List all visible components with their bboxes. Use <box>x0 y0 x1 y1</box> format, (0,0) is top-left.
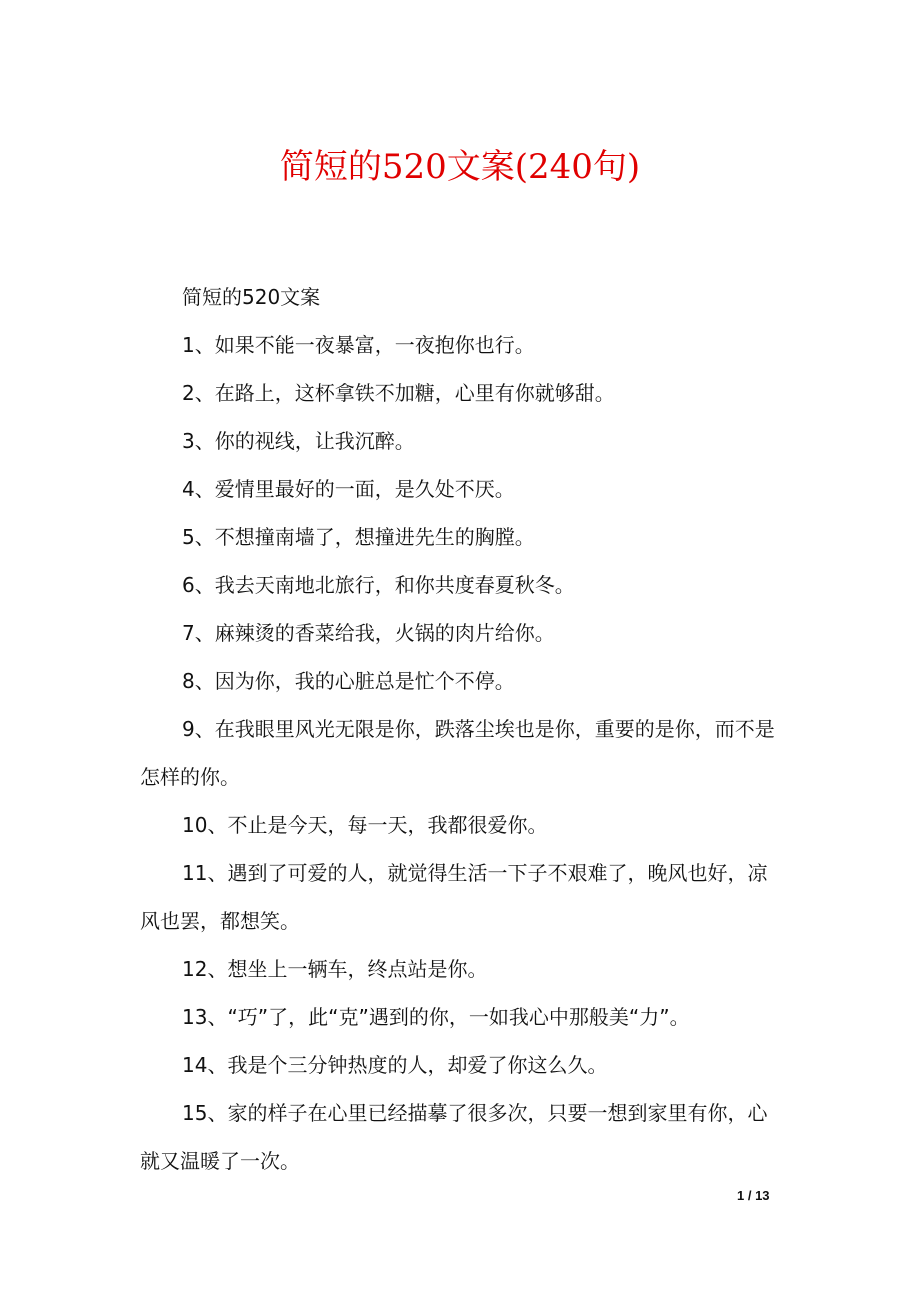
paragraph-item-13: 13、“巧”了，此“克”遇到的你，一如我心中那般美“力”。 <box>182 1005 690 1029</box>
paragraph-item-2: 2、在路上，这杯拿铁不加糖，心里有你就够甜。 <box>182 381 615 405</box>
paragraph-item-9: 9、在我眼里风光无限是你，跌落尘埃也是你，重要的是你，而不是怎样的你。 <box>140 717 775 789</box>
paragraph-item-14: 14、我是个三分钟热度的人，却爱了你这么久。 <box>182 1053 608 1077</box>
paragraph-item-11: 11、遇到了可爱的人，就觉得生活一下子不艰难了，晚风也好，凉风也罢，都想笑。 <box>140 861 768 933</box>
paragraph-item-6: 6、我去天南地北旅行，和你共度春夏秋冬。 <box>182 573 575 597</box>
document-title: 简短的520文案(240句) <box>279 147 641 187</box>
paragraph-item-7: 7、麻辣烫的香菜给我，火锅的肉片给你。 <box>182 621 555 645</box>
paragraph-item-15: 15、家的样子在心里已经描摹了很多次，只要一想到家里有你，心就又温暖了一次。 <box>140 1101 768 1173</box>
page-number: 1 / 13 <box>737 1188 770 1203</box>
paragraph-item-4: 4、爱情里最好的一面，是久处不厌。 <box>182 477 515 501</box>
paragraph-subtitle: 简短的520文案 <box>182 285 321 309</box>
paragraph-item-8: 8、因为你，我的心脏总是忙个不停。 <box>182 669 515 693</box>
paragraph-item-3: 3、你的视线，让我沉醉。 <box>182 429 415 453</box>
paragraph-item-1: 1、如果不能一夜暴富，一夜抱你也行。 <box>182 333 535 357</box>
paragraph-item-12: 12、想坐上一辆车，终点站是你。 <box>182 957 488 981</box>
document-body <box>140 273 780 1185</box>
paragraph-item-10: 10、不止是今天，每一天，我都很爱你。 <box>182 813 548 837</box>
paragraph-item-5: 5、不想撞南墙了，想撞进先生的胸膛。 <box>182 525 535 549</box>
